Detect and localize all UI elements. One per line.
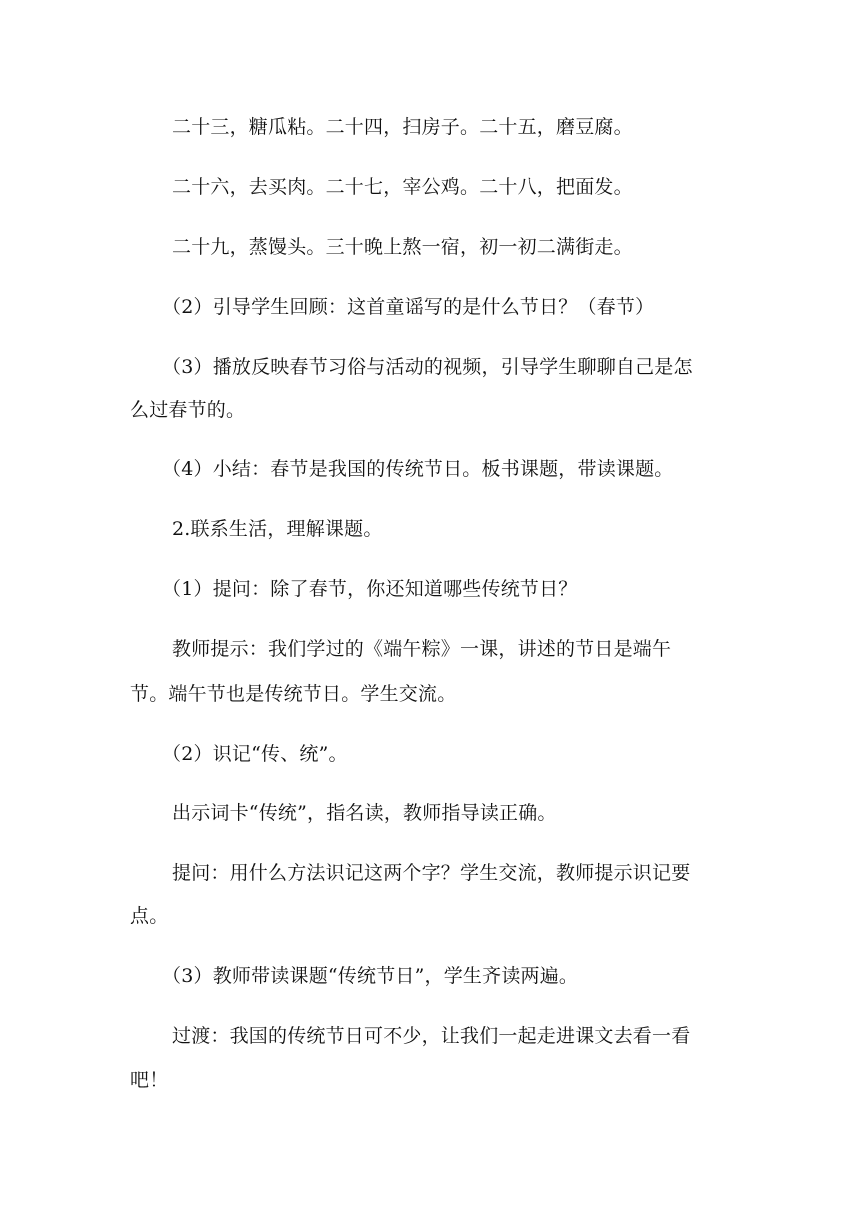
rhyme-line-3: 二十九，蒸馒头。三十晚上熬一宿，初一初二满街走。: [172, 236, 633, 258]
rhyme-line-1: 二十三，糖瓜粘。二十四，扫房子。二十五，磨豆腐。: [172, 116, 633, 138]
method-question: 提问：用什么方法识记这两个字？学生交流，教师提示识记要: [172, 862, 691, 884]
step-4-summary: （4）小结：春节是我国的传统节日。板书课题，带读课题。: [162, 458, 674, 480]
section-2-heading: 2.联系生活，理解课题。: [172, 518, 383, 540]
step-2-review: （2）引导学生回顾：这首童谣写的是什么节日？（春节）: [162, 296, 655, 318]
step-3-video-cont: 么过春节的。: [130, 399, 246, 421]
teacher-hint: 教师提示：我们学过的《端午粽》一课，讲述的节日是端午: [172, 638, 672, 660]
step-2-memorize: （2）识记“传、统”。: [162, 743, 348, 765]
transition-cont: 吧！: [130, 1069, 169, 1091]
teacher-hint-cont: 节。端午节也是传统节日。学生交流。: [130, 683, 457, 705]
step-1-question: （1）提问：除了春节，你还知道哪些传统节日？: [162, 578, 578, 600]
method-question-cont: 点。: [130, 905, 169, 927]
step-3-read-title: （3）教师带读课题“传统节日”，学生齐读两遍。: [162, 965, 579, 987]
step-3-video: （3）播放反映春节习俗与活动的视频，引导学生聊聊自己是怎: [162, 356, 693, 378]
rhyme-line-2: 二十六，去买肉。二十七，宰公鸡。二十八，把面发。: [172, 176, 633, 198]
word-card: 出示词卡“传统”，指名读，教师指导读正确。: [172, 802, 557, 824]
transition: 过渡：我国的传统节日可不少，让我们一起走进课文去看一看: [172, 1025, 691, 1047]
